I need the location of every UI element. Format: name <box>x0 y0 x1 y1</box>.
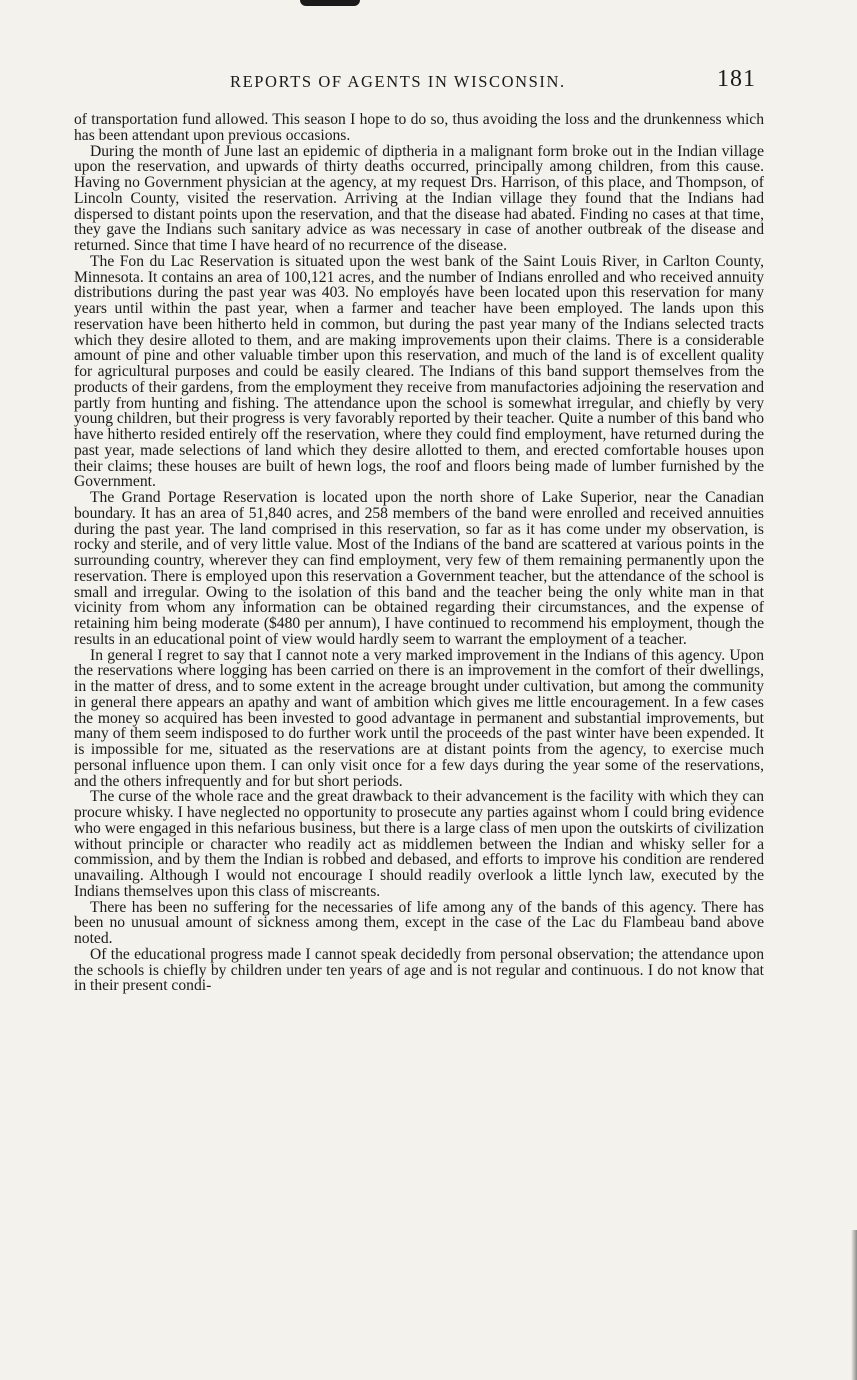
paragraph: During the month of June last an epidemic of diptheria in a malignant form broke out in the Indian village upon the reservation, and upwards of thirty deaths occurred, principally among children, from this cause. Having no Government physician at the agency, at my request Drs. Harrison, of this place, and Thompson, of Lincoln County, visited the reservation. Arriving at the Indian village they found that the Indians had dispersed to distant points upon the reservation, and that the disease had abated. Finding no cases at that time, they gave the Indians such sanitary advice as was necessary in case of another outbreak of the disease and returned. Since that time I have heard of no recurrence of the disease. <box>74 142 764 254</box>
page-edge-shadow <box>851 1230 857 1380</box>
running-header <box>74 66 764 98</box>
body-text <box>74 112 764 994</box>
paragraph: Of the educational progress made I cannot speak decidedly from personal observation; the attendance upon the schools is chiefly by children under ten years of age and is not regular and continuous. I do not know that in their present condi- <box>74 945 764 995</box>
paragraph: The Grand Portage Reservation is located upon the north shore of Lake Superior, near the Canadian boundary. It has an area of 51,840 acres, and 258 members of the band were enrolled and received annuities during the past year. The land comprised in this reservation, so far as it has come under my observation, is rocky and sterile, and of very little value. Most of the Indians of the band are scattered at various points in the surrounding country, wherever they can find employment, very few of them remaining permanently upon the reservation. There is employed upon this reservation a Government teacher, but the attendance of the school is small and irregular. Owing to the isolation of this band and the teacher being the only white man in that vicinity from whom any information can be obtained regarding their circumstances, and the expense of retaining him being moderate ($480 per annum), I have continued to recommend his employment, though the results in an educational point of view would hardly seem to warrant the employment of a teacher. <box>74 489 764 648</box>
paragraph: The Fon du Lac Reservation is situated upon the west bank of the Saint Louis River, in Carlton County, Minnesota. It contains an area of 100,121 acres, and the number of Indians enrolled and who received annuity distributions during the past year was 403. No employés have been located upon this reservation for many years until within the past year, when a farmer and teacher have been employed. The lands upon this reservation have been hitherto held in common, but during the past year many of the Indians selected tracts which they desire alloted to them, and are making improvements upon their claims. There is a considerable amount of pine and other valuable timber upon this reservation, and much of the land is of excellent quality for agricultural purposes and could be easily cleared. The Indians of this band support themselves from the products of their gardens, from the employment they receive from manufactories adjoining the reservation and partly from hunting and fishing. The attendance upon the school is somewhat irregular, and chiefly by very young children, but their progress is very favorably reported by their teacher. Quite a number of this band who have hitherto resided entirely off the reservation, where they could find employment, have returned during the past year, made selections of land which they desire allotted to them, and erected comfortable houses upon their claims; these houses are built of hewn logs, the roof and floors being made of lumber furnished by the Government. <box>74 252 764 491</box>
paragraph: The curse of the whole race and the great drawback to their advancement is the facility with which they can procure whisky. I have neglected no opportunity to prosecute any parties against whom I could bring evidence who were engaged in this nefarious business, but there is a large class of men upon the outskirts of civilization without principle or character who readily act as middlemen between the Indian and whisky seller for a commission, and by them the Indian is robbed and debased, and efforts to improve his condition are rendered unavailing. Although I would not encourage I should readily overlook a little lynch law, executed by the Indians themselves upon this class of miscreants. <box>74 788 764 900</box>
running-title: REPORTS OF AGENTS IN WISCONSIN. <box>230 72 566 91</box>
paragraph: There has been no suffering for the necessaries of life among any of the bands of this agency. There has been no unusual amount of sickness among them, except in the case of the Lac du Flambeau band above noted. <box>74 898 764 947</box>
page-number: 181 <box>717 66 756 92</box>
ink-mark <box>300 0 360 6</box>
paragraph: of transportation fund allowed. This season I hope to do so, thus avoiding the loss and the drunkenness which has been attendant upon previous occasions. <box>74 111 764 144</box>
paragraph: In general I regret to say that I cannot note a very marked improvement in the Indians of this agency. Upon the reservations where logging has been carried on there is an improvement in the comfort of their dwellings, in the matter of dress, and to some extent in the acreage brought under cultivation, but among the community in general there appears an apathy and want of ambition which gives me little encouragement. In a few cases the money so acquired has been invested to good advantage in permanent and substantial improvements, but many of them seem indisposed to do further work until the proceeds of the past winter have been expended. It is impossible for me, situated as the reservations are at distant points from the agency, to exercise much personal influence upon them. I can only visit once for a few days during the year some of the reservations, and the others infrequently and for but short periods. <box>74 646 764 790</box>
